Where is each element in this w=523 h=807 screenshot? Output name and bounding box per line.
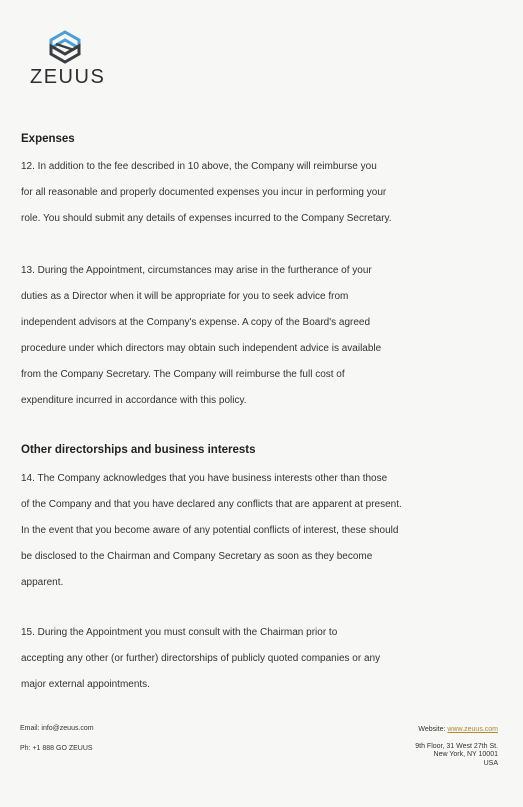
paragraph-14 <box>21 466 416 596</box>
paragraph-line: 14. The Company acknowledges that you have business interests other than those <box>21 473 388 484</box>
footer-address-line: New York, NY 10001 <box>433 751 498 758</box>
company-logo <box>30 30 110 89</box>
logo-wordmark: ZEUUS <box>30 66 106 88</box>
footer-address-line: USA <box>483 759 498 767</box>
footer-address <box>415 726 498 768</box>
paragraph-13 <box>21 258 416 414</box>
zeuus-logo-icon <box>48 30 82 64</box>
footer-website-link[interactable]: www.zeuus.com <box>447 726 498 733</box>
paragraph-line: 12. In addition to the fee described in 10 above, the Company will reimburse you <box>21 161 377 172</box>
paragraph-line: from the Company Secretary. The Company will reimburse the full cost of <box>21 369 345 380</box>
footer-website-row <box>415 726 498 735</box>
paragraph-line: of the Company and that you have declared any conflicts that are apparent at present. <box>21 499 402 510</box>
paragraph-line: independent advisors at the Company's expense. A copy of the Board's agreed <box>21 317 371 328</box>
paragraph-line: expenditure incurred in accordance with this policy. <box>21 395 247 406</box>
paragraph-line: 15. During the Appointment you must consult with the Chairman prior to <box>21 627 338 638</box>
paragraph-line: be disclosed to the Chairman and Company Secretary as soon as they become <box>21 551 373 562</box>
footer-contact <box>20 719 94 759</box>
paragraph-line: apparent. <box>21 577 64 588</box>
paragraph-line: accepting any other (or further) directorships of publicly quoted companies or any <box>21 653 381 664</box>
section-heading-expenses: Expenses <box>21 133 75 145</box>
paragraph-line: duties as a Director when it will be appropriate for you to seek advice from <box>21 291 349 302</box>
paragraph-line: 13. During the Appointment, circumstances may arise in the furtherance of your <box>21 265 372 276</box>
paragraph-line: for all reasonable and properly documented expenses you incur in performing your <box>21 187 387 198</box>
paragraph-line: In the event that you become aware of any potential conflicts of interest, these should <box>21 525 399 536</box>
paragraph-12 <box>21 154 416 232</box>
paragraph-line: procedure under which directors may obtain such independent advice is available <box>21 343 382 354</box>
footer-phone: Ph: +1 888 GO ZEUUS <box>20 745 93 752</box>
paragraph-line: role. You should submit any details of expenses incurred to the Company Secretary. <box>21 213 392 224</box>
footer-email[interactable]: Email: info@zeuus.com <box>20 725 94 732</box>
paragraph-line: major external appointments. <box>21 679 150 690</box>
footer-website-label: Website: <box>418 726 448 733</box>
section-heading-other-directorships: Other directorships and business interests <box>21 444 256 456</box>
paragraph-15 <box>21 620 416 698</box>
footer-address-line: 9th Floor, 31 West 27th St. <box>415 742 498 750</box>
